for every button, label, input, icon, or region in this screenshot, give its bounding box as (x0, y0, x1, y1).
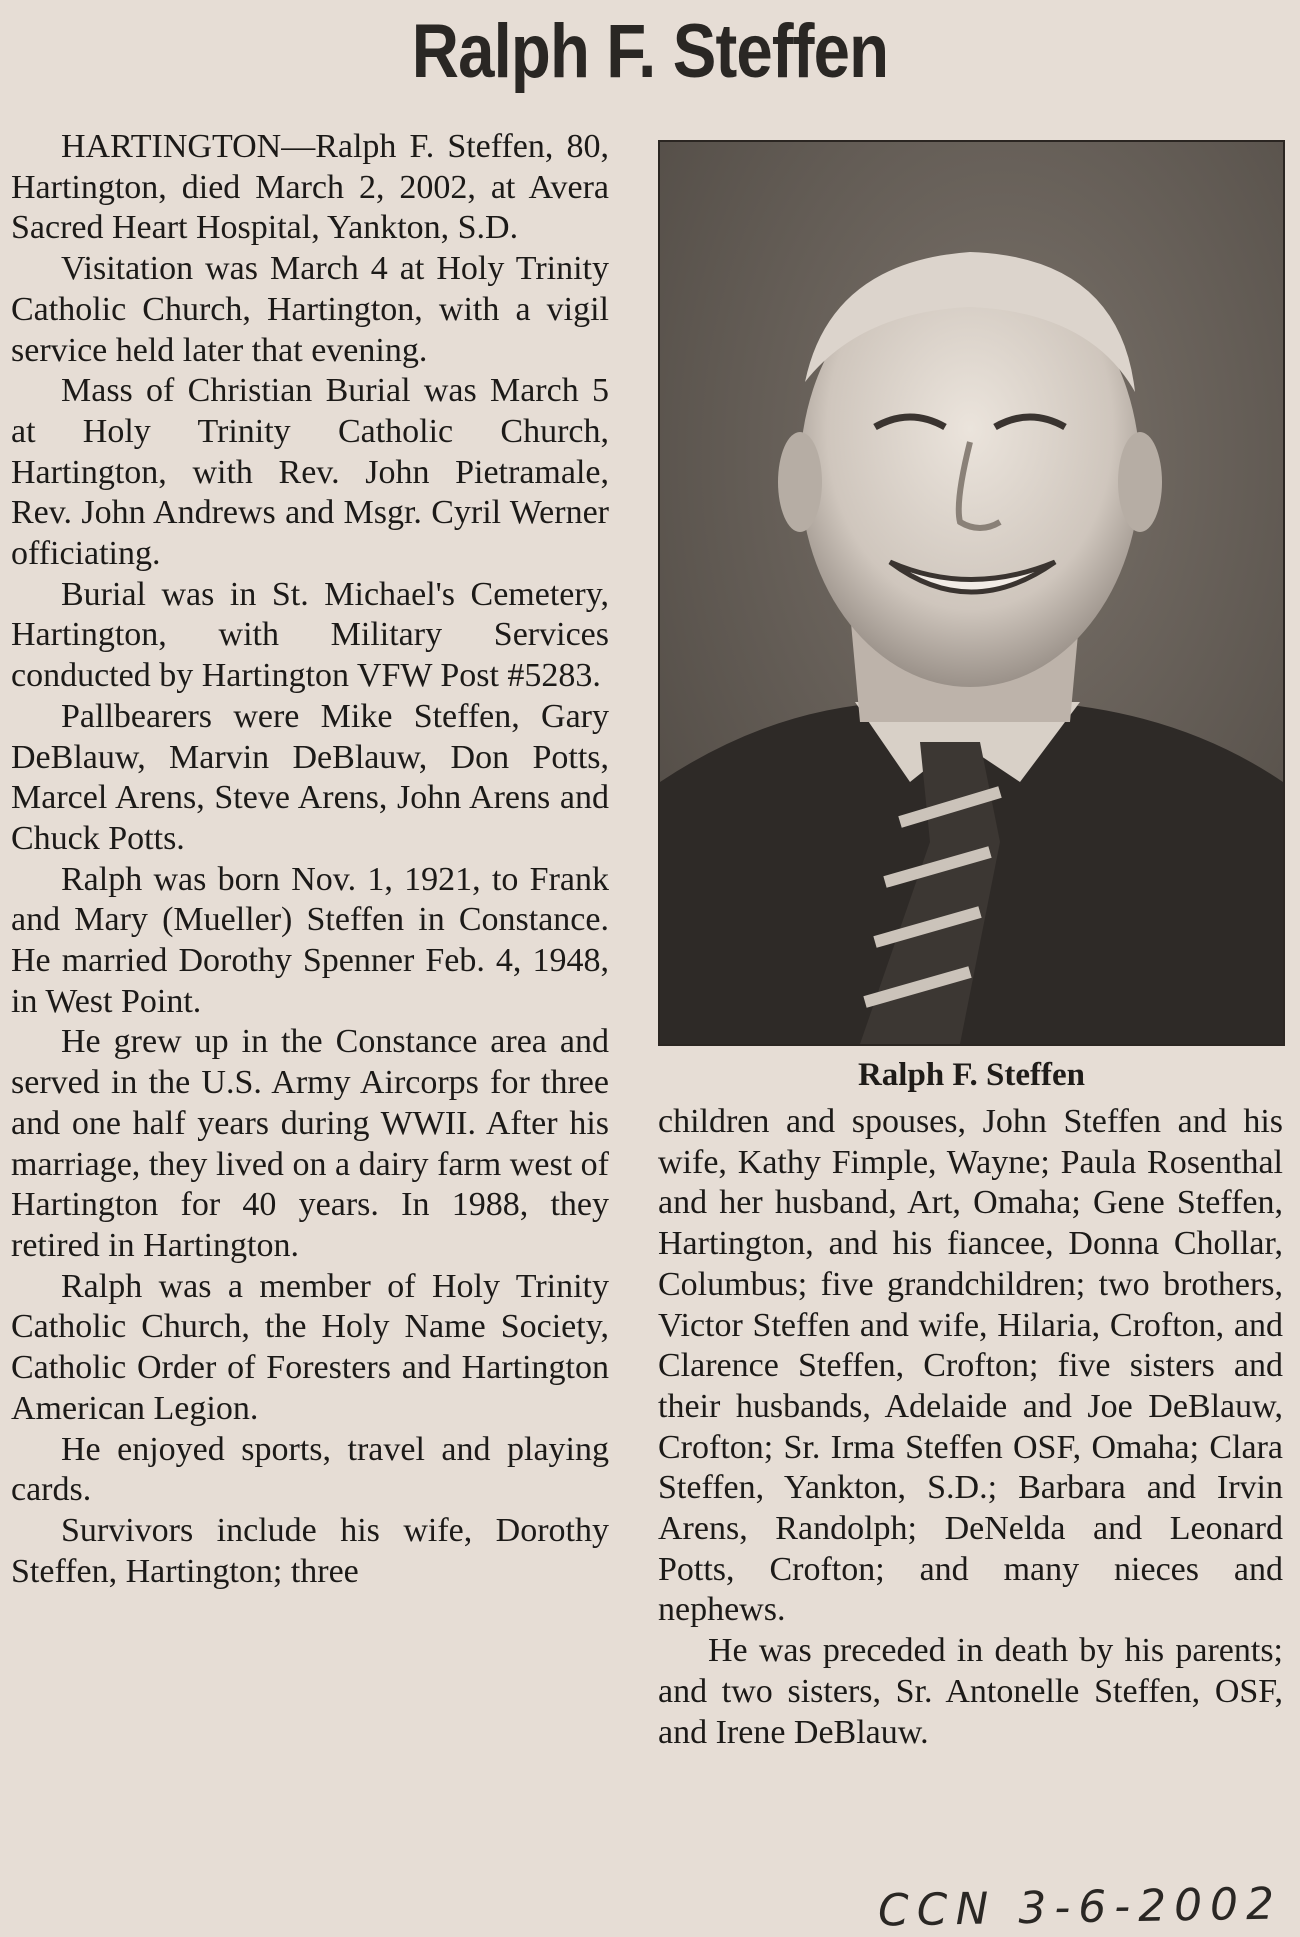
paragraph-memberships: Ralph was a member of Holy Trinity Catholic Church, the Holy Name Society, Catholic Order of Foresters and Hartington American Legion. (11, 1267, 609, 1427)
handwritten-date-note: CCN 3-6-2002 (877, 1878, 1283, 1937)
paragraph-death-notice: HARTINGTON—Ralph F. Steffen, 80, Hartington, died March 2, 2002, at Avera Sacred Heart Hospital, Yankton, S.D. (11, 128, 609, 247)
photo-caption: Ralph F. Steffen (857, 1057, 1086, 1093)
paragraph-birth-marriage: Ralph was born Nov. 1, 1921, to Frank and Mary (Mueller) Steffen in Constance. He married Dorothy Spenner Feb. 4, 1948, in West Point. (11, 860, 609, 1020)
paragraph-military-farm: He grew up in the Constance area and served in the U.S. Army Aircorps for three and one half years during WWII. After his marriage, they lived on a dairy farm west of Hartington for 40 years. In 1988, they retired in Hartington. (11, 1023, 609, 1264)
portrait-icon (660, 142, 1283, 1044)
paragraph-burial: Burial was in St. Michael's Cemetery, Hartington, with Military Services conducted by Hartington VFW Post #5283. (11, 575, 609, 695)
portrait-photo (658, 140, 1285, 1046)
paragraph-mass: Mass of Christian Burial was March 5 at Holy Trinity Catholic Church, Hartington, with Rev. John Pietramale, Rev. John Andrews and Msgr. Cyril Werner officiating. (11, 372, 609, 573)
paragraph-visitation: Visitation was March 4 at Holy Trinity Catholic Church, Hartington, with a vigil service held later that evening. (11, 250, 609, 369)
right-text-column (658, 1102, 1283, 1753)
left-text-column (11, 127, 609, 1592)
paragraph-hobbies: He enjoyed sports, travel and playing cards. (11, 1430, 609, 1509)
paragraph-survivors-start: Survivors include his wife, Dorothy Steffen, Hartington; three (11, 1511, 609, 1590)
obituary-headline: Ralph F. Steffen (411, 9, 889, 94)
paragraph-preceded-in-death: He was preceded in death by his parents; and two sisters, Sr. Antonelle Steffen, OSF, and Irene DeBlauw. (658, 1632, 1283, 1751)
paragraph-survivors-continued: children and spouses, John Steffen and his wife, Kathy Fimple, Wayne; Paula Rosenthal and her husband, Art, Omaha; Gene Steffen, Hartington, and his fiancee, Donna Chollar, Columbus; five grandchildren; two brothers, Victor Steffen and wife, Hilaria, Crofton, and Clarence Steffen, Crofton; five sisters and their husbands, Adelaide and Joe DeBlauw, Crofton; Sr. Irma Steffen OSF, Omaha; Clara Steffen, Yankton, S.D.; Barbara and Irvin Arens, Randolph; DeNelda and Leonard Potts, Crofton; and many nieces and nephews. (658, 1103, 1283, 1629)
paragraph-pallbearers: Pallbearers were Mike Steffen, Gary DeBlauw, Marvin DeBlauw, Don Potts, Marcel Arens, Steve Arens, John Arens and Chuck Potts. (11, 697, 609, 857)
